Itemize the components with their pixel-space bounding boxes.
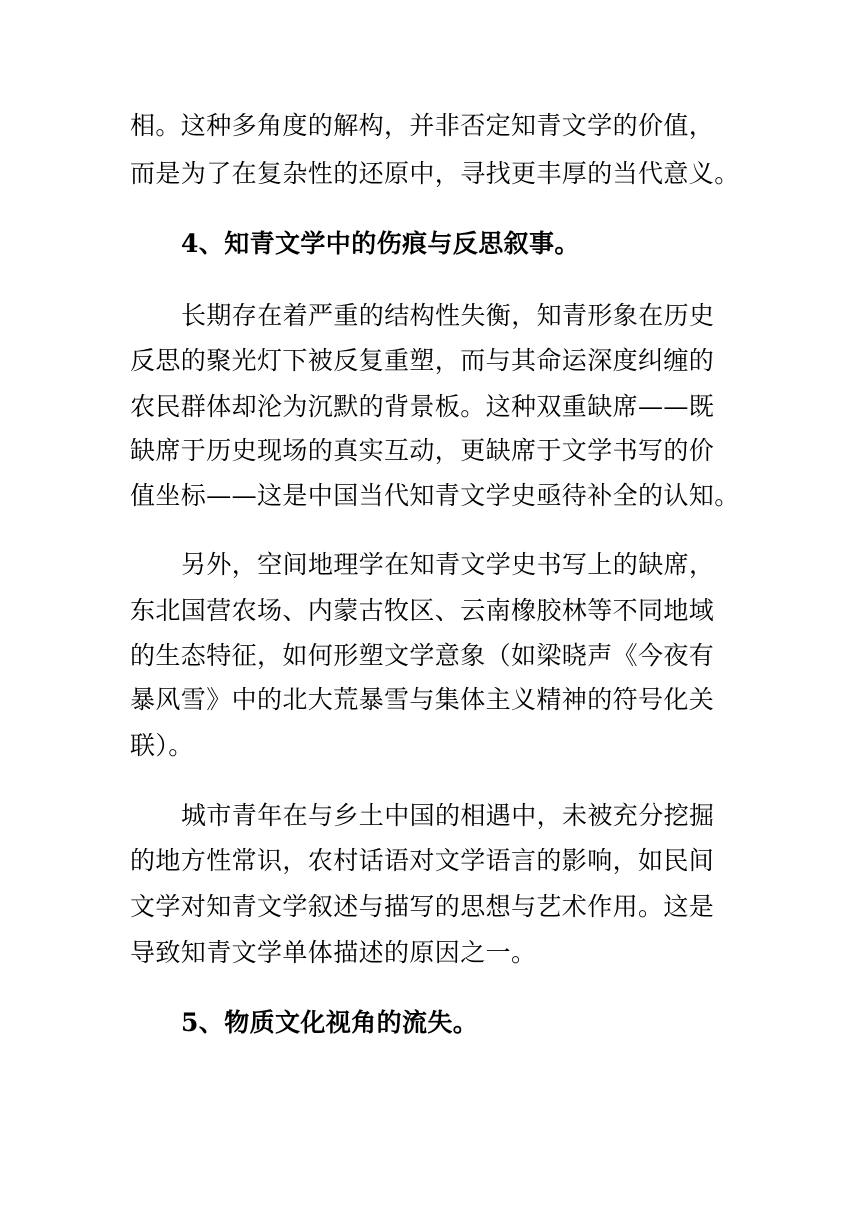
text-line: 长期存在着严重的结构性失衡，知青形象在历史 <box>181 301 715 330</box>
section-heading-4: 4、知青文学中的伤痕与反思叙事。 <box>181 229 580 258</box>
text-line: 的地方性常识，农村话语对文学语言的影响，如民间 <box>130 846 715 875</box>
text-line: 的生态特征，如何形塑文学意象（如梁晓声《今夜有 <box>130 641 715 670</box>
text-line: 联）。 <box>130 731 194 760</box>
text-line: 缺席于历史现场的真实互动，更缺席于文学书写的价 <box>130 436 715 465</box>
text-line: 相。这种多角度的解构，并非否定知青文学的价值， <box>130 111 715 140</box>
text-line: 城市青年在与乡土中国的相遇中，未被充分挖掘 <box>181 801 715 830</box>
text-line: 值坐标——这是中国当代知青文学史亟待补全的认知。 <box>130 481 740 510</box>
text-line: 农民群体却沦为沉默的背景板。这种双重缺席——既 <box>130 392 715 421</box>
text-line: 导致知青文学单体描述的原因之一。 <box>130 938 537 967</box>
text-line: 东北国营农场、内蒙古牧区、云南橡胶林等不同地域 <box>130 596 715 625</box>
text-line: 另外，空间地理学在知青文学史书写上的缺席， <box>181 550 715 579</box>
text-line: 暴风雪》中的北大荒暴雪与集体主义精神的符号化关 <box>130 685 715 714</box>
section-heading-5: 5、物质文化视角的流失。 <box>181 1008 479 1037</box>
text-line: 文学对知青文学叙述与描写的思想与艺术作用。这是 <box>130 892 715 921</box>
text-line: 反思的聚光灯下被反复重塑，而与其命运深度纠缠的 <box>130 346 715 375</box>
text-line: 而是为了在复杂性的还原中，寻找更丰厚的当代意义。 <box>130 159 740 188</box>
